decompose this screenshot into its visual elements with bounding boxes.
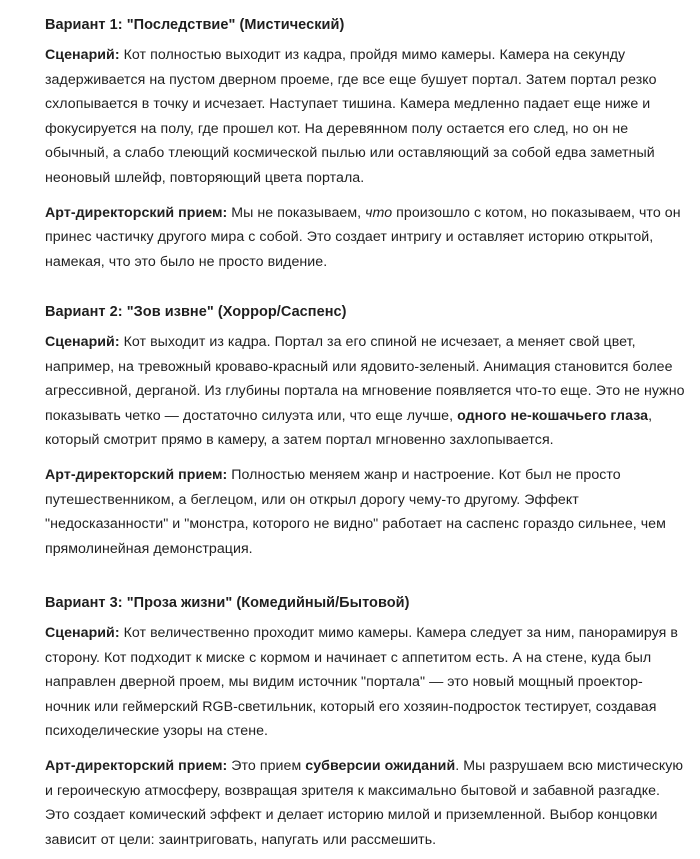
art-technique-text-after: произошло с котом, но показываем, что он принес частичку другого мира с собой. Это создает интригу и оставляет историю открытой, намекая, что это было не просто видение. [45, 204, 681, 270]
variant-2-title: Вариант 2: "Зов извне" (Хоррор/Саспенс) [45, 304, 347, 320]
art-technique-strong: субверсии ожиданий [305, 757, 456, 774]
art-technique-text-after: . Мы разрушаем всю мистическую и героическую атмосферу, возвращая зрителя к максимально бытовой и забавной разгадке. Это создает комический эффект и делает историю милой и приземленной. Выбор концовки зависит от цели: заинтриговать, напугать или рассмешить. [45, 757, 684, 848]
scenario-label: Сценарий: [45, 625, 120, 641]
art-technique-label: Арт-директорский прием: [45, 757, 228, 774]
variant-2-scenario [45, 330, 685, 453]
scenario-text: Кот выходит из кадра. Портал за его спиной не исчезает, а меняет свой цвет, например, на тревожный кроваво-красный или ядовито-зеленый. Анимация становится более агрессивной, дерганой. Из глубины портала на мгновение появляется что-то еще. Это не нужно показывать четко — достаточно силуэта или, что еще лучше, [45, 334, 685, 424]
variant-3-art-technique [45, 754, 685, 852]
variant-1-title: Вариант 1: "Последствие" (Мистический) [45, 17, 345, 33]
variant-3-section [45, 593, 685, 852]
art-technique-text: Полностью меняем жанр и настроение. Кот был не просто путешественником, а беглецом, или он открыл дорогу чему-то другому. Эффект "недосказанности" и "монстра, которого не видно" работает на саспенс гораздо сильнее, чем прямолинейная демонстрация. [45, 466, 666, 557]
variant-1-section [45, 15, 685, 274]
scenario-text-after: , который смотрит прямо в камеру, а затем портал мгновенно захлопывается. [45, 407, 653, 449]
scenario-strong-text: одного не-кошачьего глаза [457, 407, 649, 424]
scenario-text: Кот полностью выходит из кадра, пройдя мимо камеры. Камера на секунду задерживается на пустом дверном проеме, где все еще бушует портал. Затем портал резко схлопывается в точку и исчезает. Наступает тишина. Камера медленно падает еще ниже и фокусируется на полу, где прошел кот. На деревянном полу остается его след, но он не обычный, а слабо тлеющий космической пылью или оставляющий за собой едва заметный неоновый шлейф, повторяющий цвета портала. [45, 47, 657, 186]
art-technique-text-before: Мы не показываем, [227, 204, 366, 221]
scenario-label: Сценарий: [45, 47, 120, 63]
scenario-text: Кот величественно проходит мимо камеры. Камера следует за ним, панорамируя в сторону. Кот подходит к миске с кормом и начинает с аппетитом есть. А на стене, куда был направлен дверной проем, мы видим источник "портала" — это новый мощный проектор-ночник или геймерский RGB-светильник, который его хозяин-подросток тестирует, создавая психоделические узоры на стене. [45, 625, 678, 740]
art-technique-label: Арт-директорский прием: [45, 466, 228, 483]
variant-2-art-technique [45, 463, 685, 561]
variant-3-title: Вариант 3: "Проза жизни" (Комедийный/Бытовой) [45, 595, 410, 611]
variant-2-section [45, 302, 685, 561]
scenario-label: Сценарий: [45, 334, 120, 350]
variant-1-scenario [45, 43, 685, 191]
art-technique-label: Арт-директорский прием: [45, 204, 228, 221]
variant-3-scenario [45, 621, 685, 744]
art-technique-text-before: Это прием [227, 757, 306, 774]
art-technique-italic: что [365, 204, 393, 221]
variant-1-art-technique [45, 201, 685, 275]
